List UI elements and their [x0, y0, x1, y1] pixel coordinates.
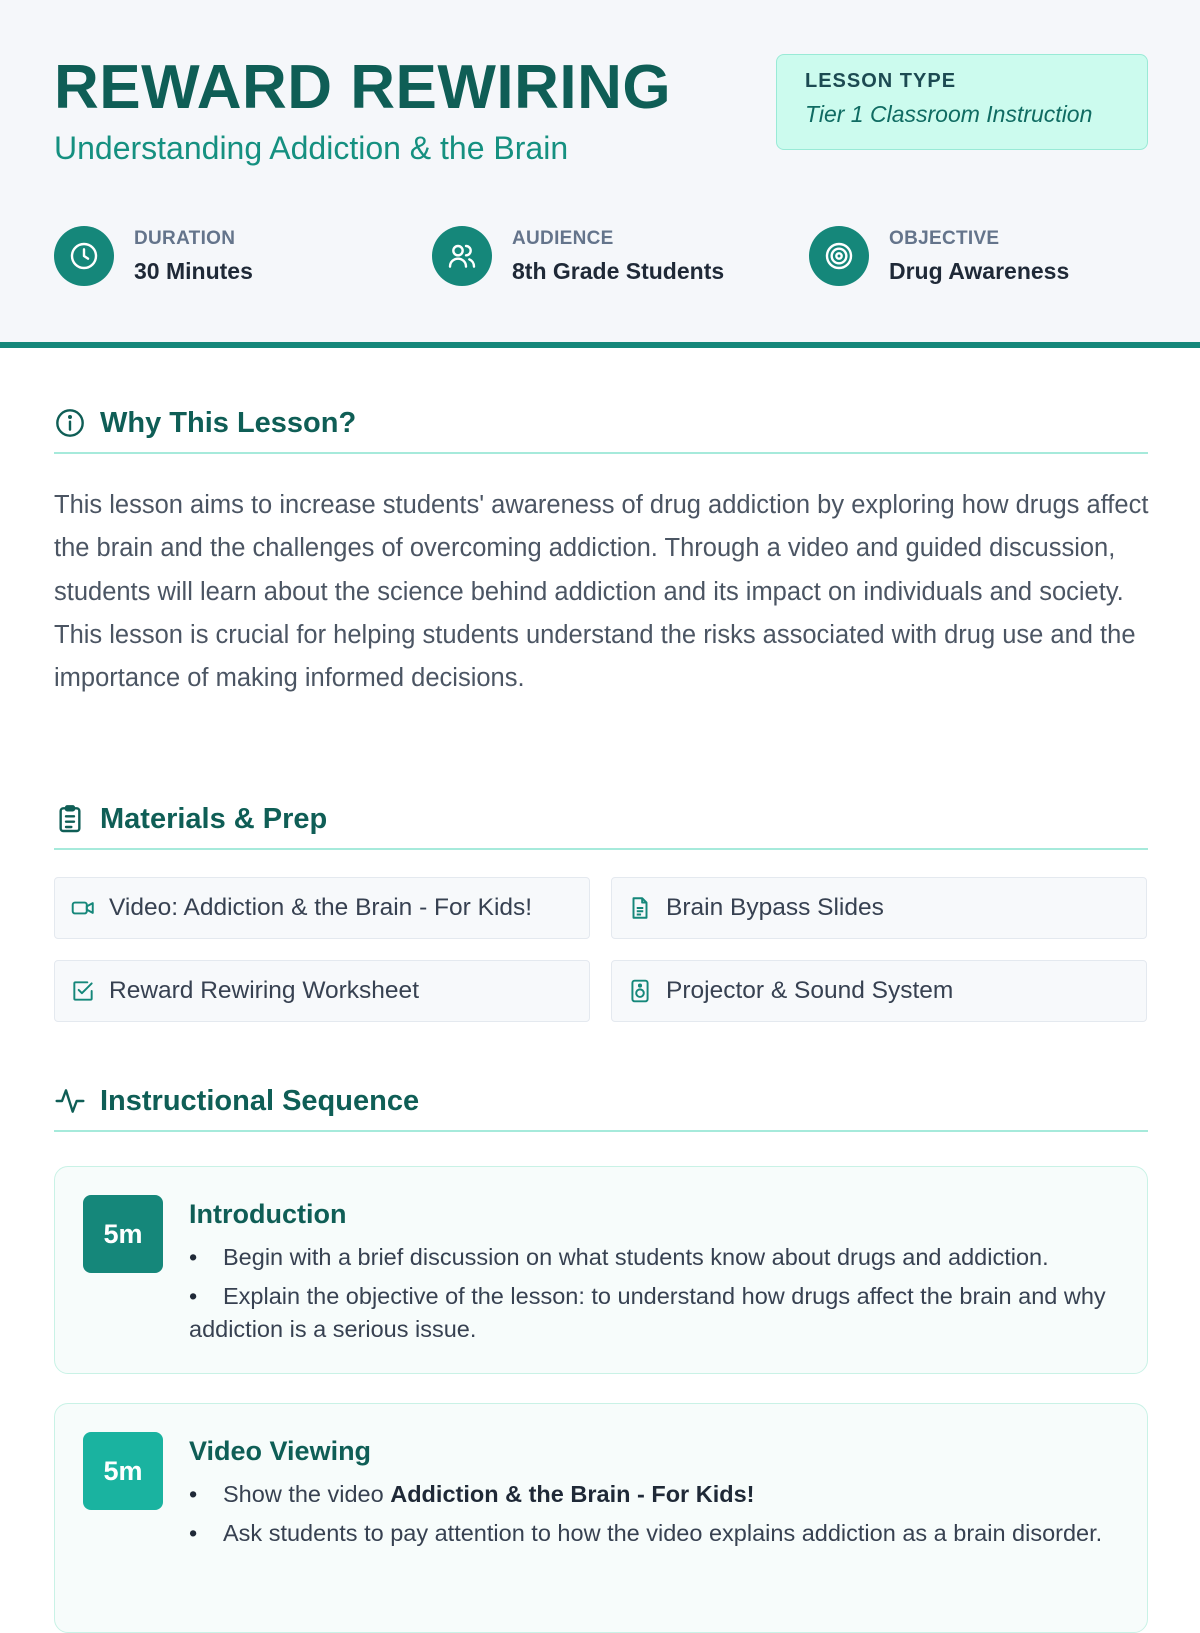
- meta-label: AUDIENCE: [512, 227, 614, 249]
- meta-label: OBJECTIVE: [889, 227, 1000, 249]
- step-bullets: [189, 1478, 1109, 1556]
- clock-icon: [54, 226, 114, 286]
- duration-badge: 5m: [83, 1195, 163, 1273]
- material-label: Reward Rewiring Worksheet: [109, 977, 419, 1004]
- clipboard-icon: [54, 803, 86, 835]
- video-icon: [69, 894, 97, 922]
- meta-label: DURATION: [134, 227, 236, 249]
- duration-badge: 5m: [83, 1432, 163, 1510]
- lesson-type-value: Tier 1 Classroom Instruction: [805, 101, 1093, 127]
- section-why-header: [54, 394, 1148, 454]
- users-icon: [432, 226, 492, 286]
- meta-value: 8th Grade Students: [512, 257, 725, 284]
- file-icon: [626, 894, 654, 922]
- page-title: REWARD REWIRING: [54, 53, 672, 122]
- video-title: Addiction & the Brain - For Kids!: [390, 1481, 755, 1507]
- lesson-type-badge: [776, 54, 1148, 150]
- material-label: Projector & Sound System: [666, 977, 954, 1004]
- list-item: • Begin with a brief discussion on what students know about drugs and addiction.: [189, 1244, 1049, 1270]
- page-subtitle: Understanding Addiction & the Brain: [54, 130, 569, 166]
- step-bullets: [189, 1241, 1109, 1352]
- lesson-rationale: This lesson aims to increase students' awareness of drug addiction by exploring how drugs affect the brain and the challenges of overcoming addiction. Through a video and guided discussion, students will learn about the science behind addiction and its impact on individuals and society. This lesson is crucial for helping students understand the risks associated with drug use and the importance of making informed decisions.: [54, 491, 1149, 693]
- material-label: Brain Bypass Slides: [666, 894, 884, 921]
- sequence-step: [54, 1166, 1148, 1374]
- activity-icon: [54, 1085, 86, 1117]
- meta-objective: [809, 226, 1069, 286]
- section-sequence-header: [54, 1072, 1148, 1132]
- meta-audience: [432, 226, 724, 286]
- info-icon: [54, 407, 86, 439]
- speaker-icon: [626, 977, 654, 1005]
- section-title: Materials & Prep: [100, 802, 328, 835]
- section-materials-header: [54, 790, 1148, 850]
- meta-value: Drug Awareness: [889, 257, 1070, 284]
- list-item: • Ask students to pay attention to how the video explains addiction as a brain disorder.: [189, 1520, 1103, 1546]
- step-title: Introduction: [189, 1199, 347, 1229]
- lesson-type-label: LESSON TYPE: [805, 70, 957, 92]
- section-title: Instructional Sequence: [100, 1084, 420, 1117]
- material-item: [54, 877, 590, 939]
- section-title: Why This Lesson?: [100, 406, 357, 439]
- checkbox-icon: [69, 977, 97, 1005]
- list-item: • Explain the objective of the lesson: to understand how drugs affect the brain and why addiction is a serious issue.: [189, 1283, 1106, 1342]
- sequence-step: [54, 1403, 1148, 1633]
- step-title: Video Viewing: [189, 1436, 372, 1466]
- material-item: [54, 960, 590, 1022]
- material-label: Video: Addiction & the Brain - For Kids!: [109, 894, 533, 921]
- material-item: [611, 960, 1147, 1022]
- meta-value: 30 Minutes: [134, 257, 253, 284]
- meta-duration: [54, 226, 253, 286]
- target-icon: [809, 226, 869, 286]
- lesson-header: [0, 0, 1200, 348]
- material-item: [611, 877, 1147, 939]
- list-item: • Show the video Addiction & the Brain - For Kids!: [189, 1481, 755, 1507]
